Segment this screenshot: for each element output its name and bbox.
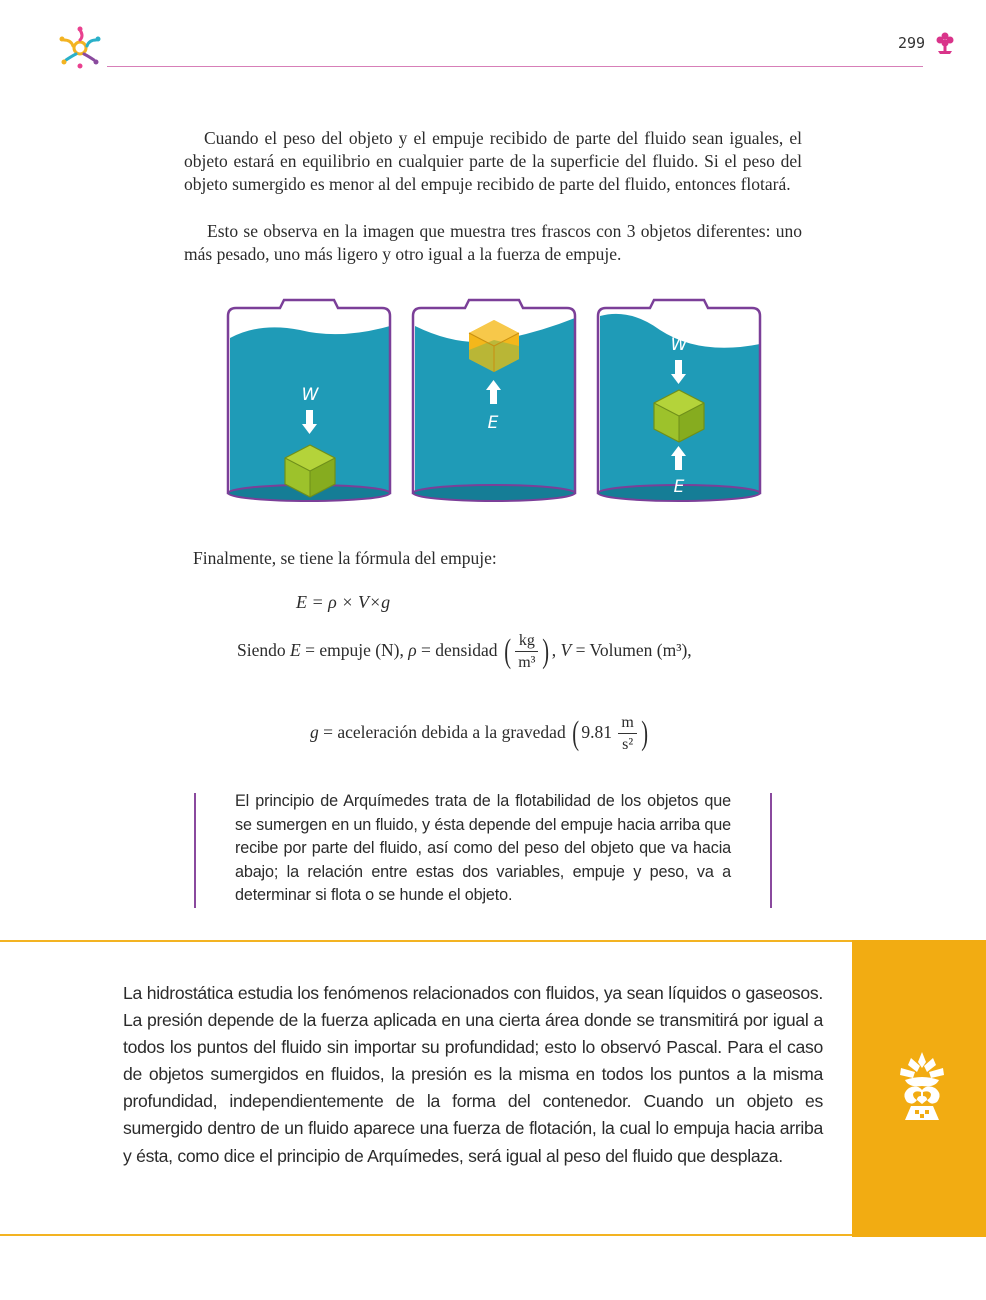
jar3-buoyancy-label: E	[673, 477, 685, 497]
siendo-word: Siendo	[237, 640, 286, 661]
buoyancy-jars-figure	[220, 288, 770, 513]
formula-E: E	[296, 592, 307, 612]
sun-figures-logo-icon	[56, 26, 104, 70]
jar-equal-object	[598, 300, 760, 501]
gravity-value: 9.81	[581, 722, 613, 743]
tree-of-life-icon	[893, 1050, 951, 1122]
unit-kg: kg	[515, 632, 538, 652]
def-gravedad: = aceleración debida a la gravedad	[323, 722, 566, 743]
formula-times-2: ×	[368, 592, 382, 612]
def-E-symbol: E	[290, 640, 301, 661]
intro-paragraph-2: Esto se observa en la imagen que muestra tres frascos con 3 objetos diferentes: uno más pesado, uno más ligero y otro igual a la fuerza de empuje.	[184, 221, 802, 264]
formula-rho: ρ	[328, 592, 337, 612]
formula-g: g	[381, 592, 391, 612]
jar3-weight-label: W	[670, 335, 688, 355]
summary-rule-top	[0, 940, 852, 942]
def-densidad: = densidad	[421, 640, 498, 661]
unit-m3: m³	[518, 654, 536, 671]
def-g-symbol: g	[310, 722, 319, 743]
def-rho-symbol: ρ	[408, 640, 417, 661]
gravity-unit-fraction	[618, 714, 636, 754]
formula-times-1: ×	[341, 592, 354, 612]
jar-light-object	[413, 300, 575, 501]
summary-rule-bottom	[0, 1234, 852, 1236]
summary-paragraph: La hidrostática estudia los fenómenos relacionados con fluidos, ya sean líquidos o gaseosos. La presión depende de la fuerza aplicada en una cierta área donde se transmitirá por igual a todos los puntos del fluido sin importar su profundidad; esto lo observó Pascal. Para el caso de objetos sumergidos en fluidos, la presión es la misma en todos los puntos a la misma profundidad, independientemente de la forma del contenedor. Cuando un objeto es sumergido dentro de un fluido aparece una fuerza de flotación, la cual lo empuja hacia arriba y ésta, como dice el principio de Arquímedes, será igual al peso del fluido que desplaza.	[123, 983, 823, 1166]
def-empuje: = empuje (N),	[305, 640, 404, 661]
def-comma: ,	[551, 640, 557, 661]
unit-s2: s²	[622, 736, 634, 753]
formula-equals: =	[311, 592, 324, 612]
intro-paragraph-1: Cuando el peso del objeto y el empuje recibido de parte del fluido sean iguales, el objeto estará en equilibrio en cualquier parte de la superficie del fluido. Si el peso del objeto sumergido es menor al del empuje recibido de parte del fluido, entonces flotará.	[184, 128, 802, 194]
formula-intro: Finalmente, se tiene la fórmula del empuje:	[193, 548, 497, 568]
unit-m: m	[618, 714, 636, 734]
archimedes-quote: El principio de Arquímedes trata de la flotabilidad de los objetos que se sumergen en un fluido, y ésta depende del empuje hacia arriba que recibe por parte del fluido, así como del peso del objeto que va hacia abajo; la relación entre estas dos variables, empuje y peso, va a determinar si flota o se hunde el objeto.	[235, 792, 731, 905]
definition-line-2: g = aceleración debida a la gravedad ( 9.81 $\frac{m}{\text{s²}}$ )	[310, 714, 648, 753]
density-unit-fraction	[515, 632, 538, 672]
formula-V: V	[357, 592, 369, 612]
def-volumen: = Volumen (m³),	[575, 640, 692, 661]
jar1-weight-label: W	[301, 385, 319, 405]
jar-heavy-object	[228, 300, 390, 501]
page-number: 299	[898, 34, 926, 52]
definition-line-1: Siendo E = empuje (N), ρ = densidad ( $\frac{kg}{\text{m³}}$ ) , V = Volumen (m³),	[237, 632, 692, 671]
flower-ornament-icon	[934, 31, 956, 55]
def-V-symbol: V	[560, 640, 572, 661]
buoyancy-formula	[296, 592, 390, 613]
quote-bar-right	[770, 793, 772, 908]
quote-bar-left	[194, 793, 196, 908]
jar2-buoyancy-label: E	[487, 413, 499, 433]
header-rule	[107, 66, 923, 67]
